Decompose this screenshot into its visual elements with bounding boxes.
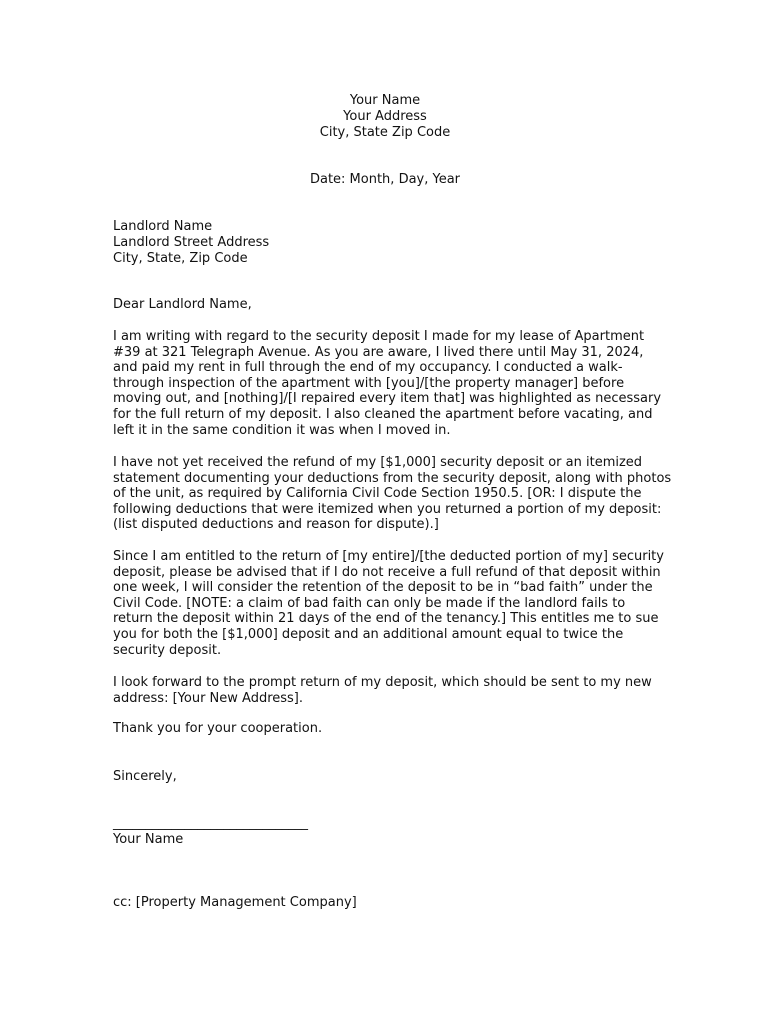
paragraph-line: statement documenting your deductions from the security deposit, along with photos bbox=[113, 470, 672, 486]
paragraph-line: one week, I will consider the retention of the deposit to be in “bad faith” under the bbox=[113, 580, 653, 596]
paragraph-line: Since I am entitled to the return of [my entire]/[the deducted portion of my] security bbox=[113, 549, 664, 564]
paragraph-line: #39 at 321 Telegraph Avenue. As you are aware, I lived there until May 31, 2024, bbox=[113, 344, 644, 360]
paragraph-line: I am writing with regard to the security deposit I made for my lease of Apartment bbox=[113, 329, 645, 344]
paragraph-line: Civil Code. [NOTE: a claim of bad faith can only be made if the landlord fails to bbox=[113, 595, 626, 611]
paragraph-2 bbox=[113, 455, 673, 533]
paragraph-line: I look forward to the prompt return of my deposit, which should be sent to my new bbox=[113, 675, 652, 690]
sender-address: Your Address bbox=[343, 109, 427, 124]
paragraph-line: through inspection of the apartment with [you]/[the property manager] before bbox=[113, 375, 625, 391]
signature-name: Your Name bbox=[113, 832, 184, 847]
paragraph-line: (list disputed deductions and reason for dispute).] bbox=[113, 517, 439, 533]
salutation: Dear Landlord Name, bbox=[113, 297, 252, 312]
paragraph-line: and paid my rent in full through the end of my occupancy. I conducted a walk- bbox=[113, 360, 623, 376]
paragraph-line: address: [Your New Address]. bbox=[113, 690, 304, 706]
paragraph-line: following deductions that were itemized when you returned a portion of my deposit: bbox=[113, 501, 662, 517]
paragraph-line: moving out, and [nothing]/[I repaired every item that] was highlighted as necessary bbox=[113, 391, 662, 407]
paragraph-line: return the deposit within 21 days of the end of the tenancy.] This entitles me to sue bbox=[113, 611, 659, 627]
recipient-block bbox=[113, 219, 673, 267]
paragraph-line: you for both the [$1,000] deposit and an additional amount equal to twice the bbox=[113, 626, 624, 642]
sender-name: Your Name bbox=[349, 93, 421, 108]
signature-line: ______________________________ bbox=[113, 816, 308, 831]
paragraph-1 bbox=[113, 329, 673, 438]
paragraph-line: left it in the same condition it was when I moved in. bbox=[113, 422, 451, 438]
paragraph-line: of the unit, as required by California Civil Code Section 1950.5. [OR: I dispute the bbox=[113, 486, 642, 502]
sender-city-state-zip: City, State Zip Code bbox=[319, 125, 451, 140]
thanks-line: Thank you for your cooperation. bbox=[113, 721, 323, 736]
paragraph-line: security deposit. bbox=[113, 642, 222, 658]
recipient-name: Landlord Name bbox=[113, 219, 213, 234]
paragraph-line: for the full return of my deposit. I also cleaned the apartment before vacating, and bbox=[113, 406, 653, 422]
sender-block bbox=[0, 93, 770, 141]
date-line: Date: Month, Day, Year bbox=[309, 172, 461, 187]
cc-line: cc: [Property Management Company] bbox=[113, 895, 357, 910]
closing-line: Sincerely, bbox=[113, 769, 177, 784]
paragraph-3 bbox=[113, 549, 673, 658]
recipient-city-state-zip: City, State, Zip Code bbox=[113, 251, 248, 266]
paragraph-line: I have not yet received the refund of my [$1,000] security deposit or an itemized bbox=[113, 455, 643, 470]
recipient-street: Landlord Street Address bbox=[113, 235, 270, 250]
paragraph-4 bbox=[113, 675, 673, 706]
paragraph-line: deposit, please be advised that if I do not receive a full refund of that deposit within bbox=[113, 564, 661, 580]
